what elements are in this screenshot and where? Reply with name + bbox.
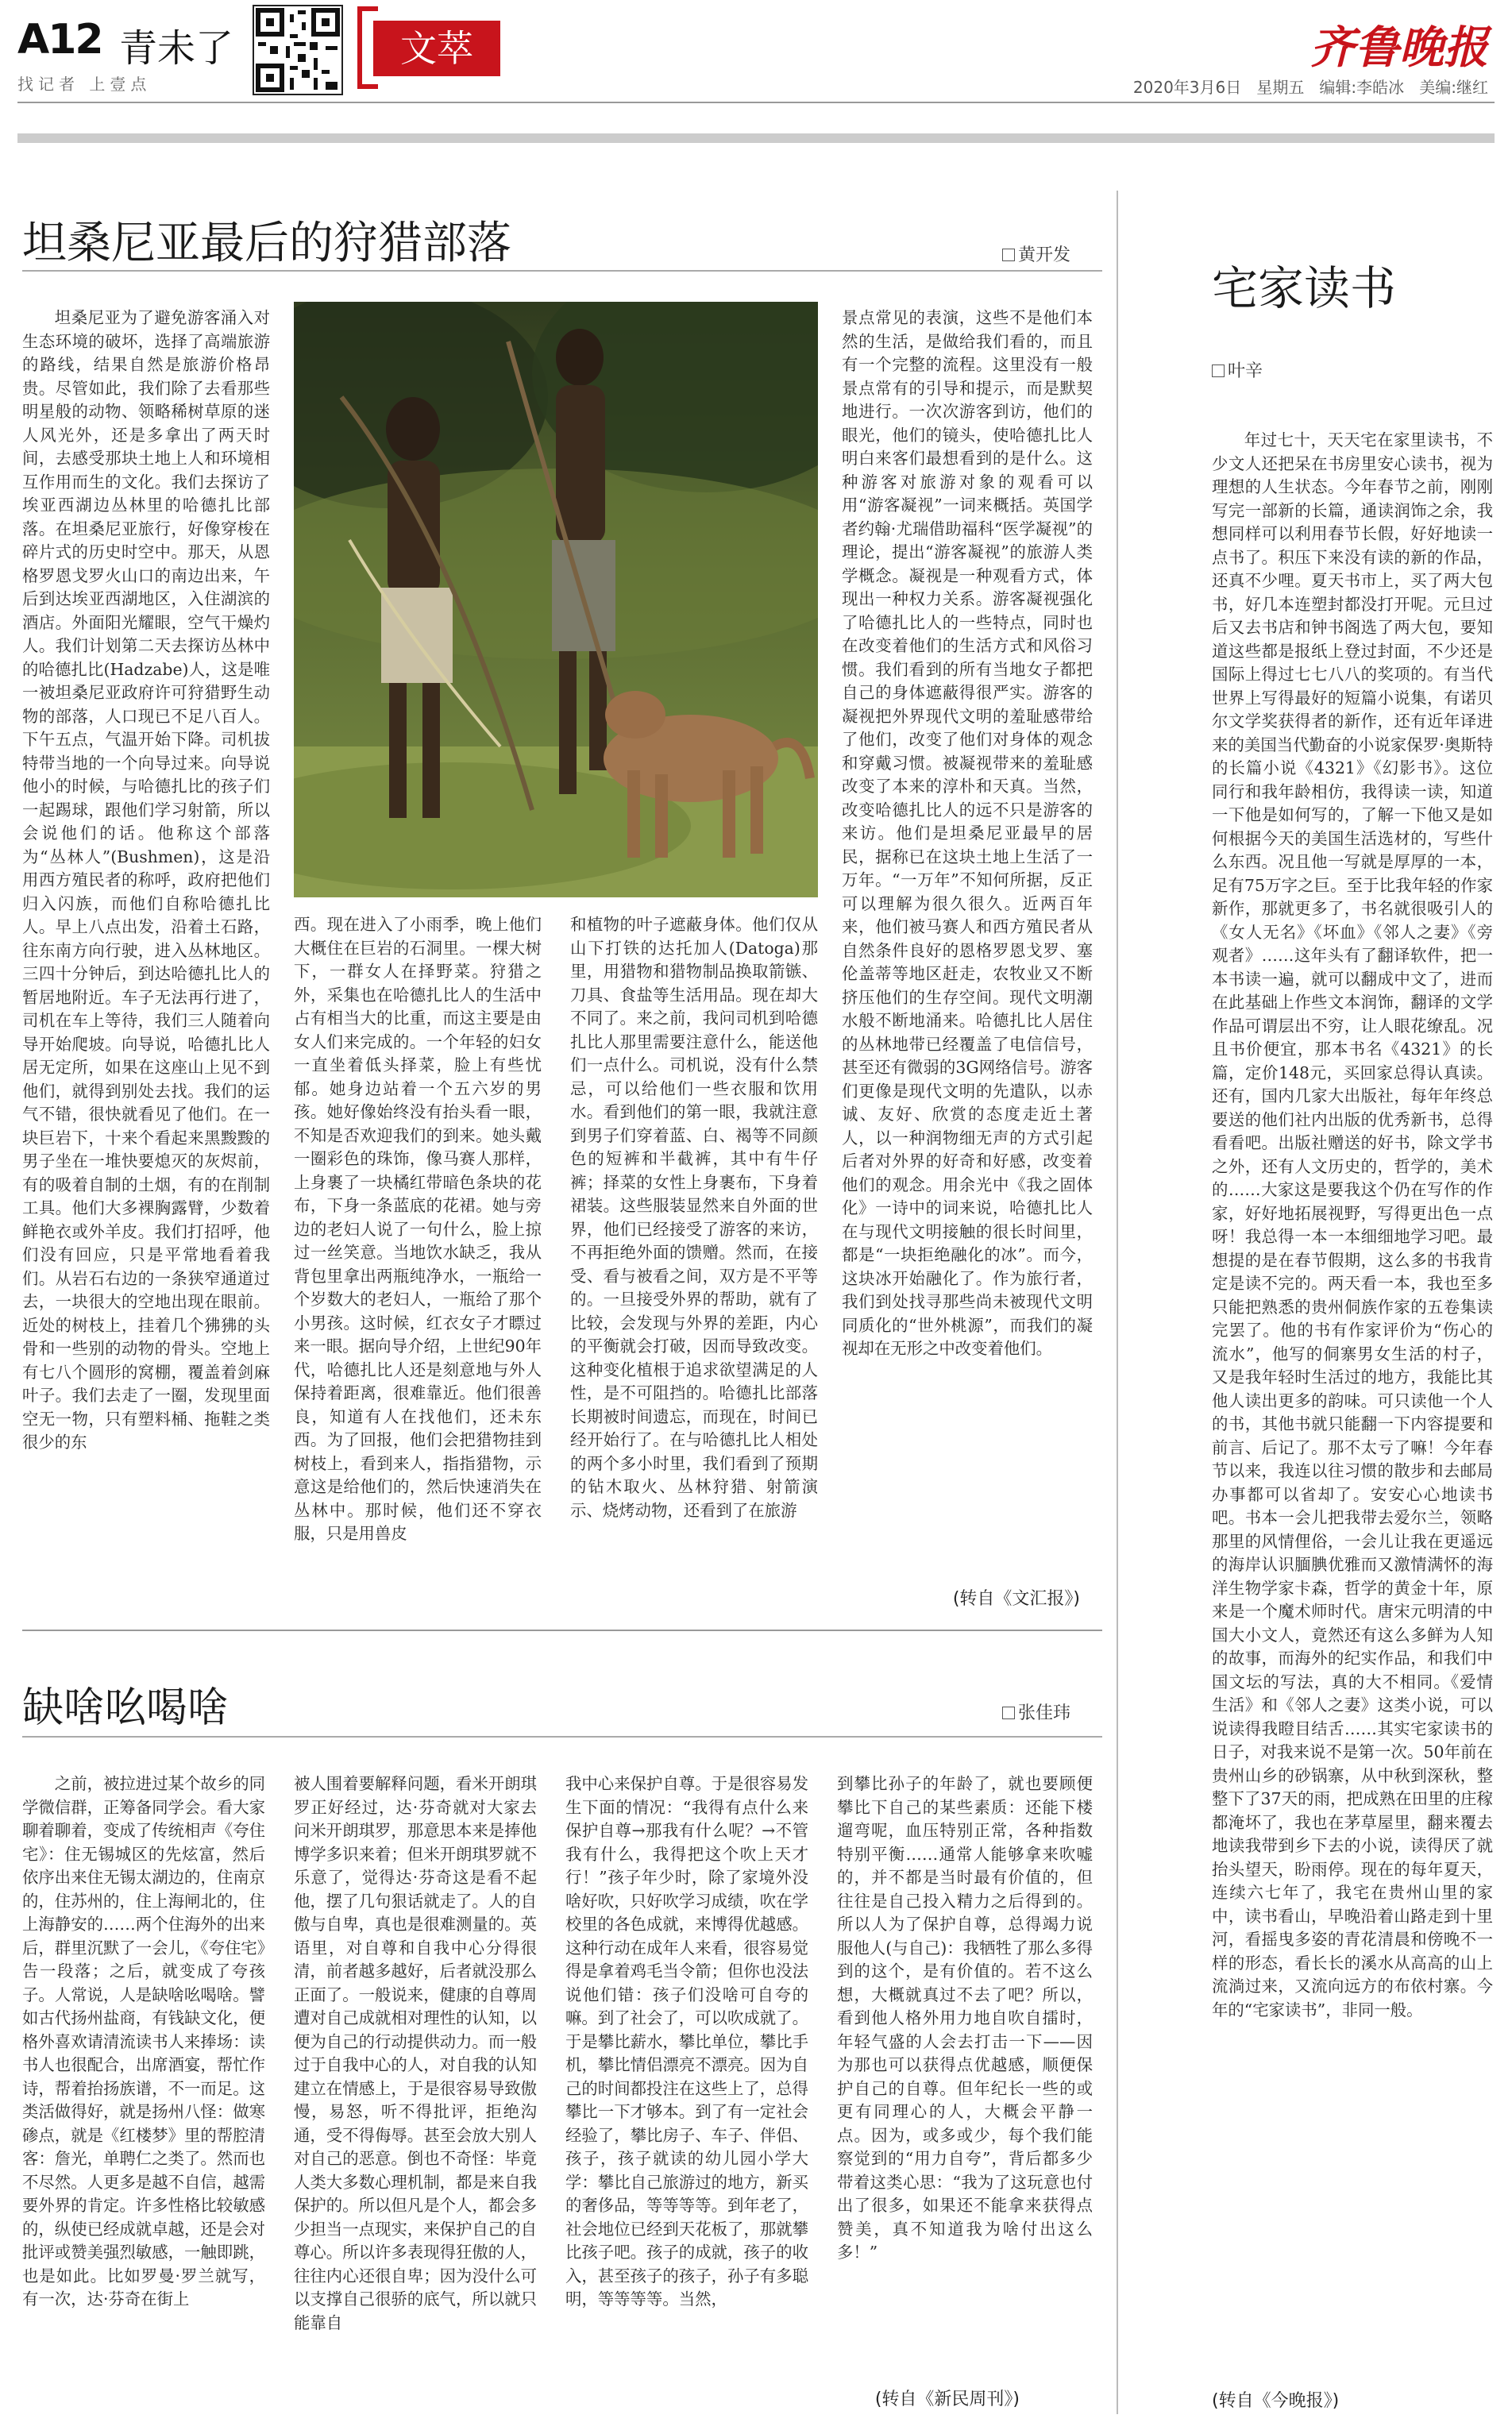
hunters-photo xyxy=(294,302,818,897)
article1-source: (转自《文汇报》) xyxy=(952,1589,1080,1609)
article1-column-1 xyxy=(22,307,270,1609)
editor: 编辑:李皓冰 xyxy=(1319,78,1405,97)
article2-text-1: 之前，被拉进过某个故乡的同学微信群，正筹备同学会。看大家聊着聊着，变成了传统相声《夸住宅》：住无锡城区的先炫富，然后依序出来住无锡太湖边的，住南京的，住苏州的，住上海闸北的，住上海静安的……两个住海外的出来后，群里沉默了一会儿，《夸住宅》告一段落；之后，就变成了夸孩子。人常说，人是缺啥吆喝啥。譬如古代扬州盐商，有钱缺文化，便格外喜欢请清流读书人来捧场：读书人也很配合，出席酒宴，帮忙作诗，帮着抬扬族谱，不一而足。这类活做得好，就是扬州八怪：做寒碜点，就是《红楼梦》里的帮腔清客：詹光，单聘仁之类了。然而也不尽然。人更多是越不自信，越需要外界的肯定。许多性格比较敏感的，纵使已经成就卓越，还是会对批评或赞美强烈敏感，一触即跳，也是如此。比如罗曼·罗兰就写，有一次，达·芬奇在街上 xyxy=(22,1774,265,2309)
article2-source: (转自《新民周刊》) xyxy=(874,2390,1020,2409)
section-name: 青未了 xyxy=(119,26,234,71)
article3-byline: 叶辛 xyxy=(1212,357,1263,382)
column-separator xyxy=(1117,191,1118,2414)
article3-source: (转自《今晚报》) xyxy=(1212,2391,1340,2411)
article3-column xyxy=(1212,429,1493,2366)
article1-title: 坦桑尼亚最后的狩猎部落 xyxy=(22,218,511,269)
article3-text: 年过七十，天天宅在家里读书，不少文人还把呆在书房里安心读书，视为理想的人生状态。今年春节之前，刚刚写完一部新的长篇，通读润饰之余，我想同样可以利用春节长假，好好地读一点书了。积压下来没有读的新的作品，还真不少哩。夏天书市上，买了两大包书，好几本连塑封都没打开呢。元旦过后又去书店和钟书阁选了两大包，要知道这些都是报纸上登过封面，不少还是国际上得过七七八八的奖项的。有当代世界上写得最好的短篇小说集，有诺贝尔文学奖获得者的新作，还有近年译进来的美国当代勤奋的小说家保罗·奥斯特的长篇小说《4321》《幻影书》。这位同行和我年龄相仿，我得读一读，知道一下他是如何写的，了解一下他又是如何根据今天的美国生活选材的，写些什么东西。况且他一写就是厚厚的一本，足有75万字之巨。至于比我年轻的作家新作，那就更多了，书名就很吸引人的《女人无名》《坏血》《邻人之妻》《旁观者》……这年头有了翻译软件，把一本书读一遍，就可以翻成中文了，进而在此基础上作些文本润饰，翻译的文学作品可谓层出不穷，让人眼花缭乱。况且书价便宜，那本书名《4321》的长篇，定价148元，买回家总得认真读。还有，国内几家大出版社，每年年终总要送的他们社内出版的优秀新书，总得看看吧。出版社赠送的好书，除文学书之外，还有人文历史的，哲学的，美术的……大家这是要我这个仍在写作的作家，好好地拓展视野，写得更出色一点呀！我总得一本一本细细地学习吧。最想提的是在春节假期，这么多的书我肯定是读不完的。两天看一本，我也至多只能把熟悉的贵州侗族作家的五卷集读完罢了。他的书有作家评价为“伤心的流水”，他写的侗寨男女生活的村子，又是我年轻时生活过的地方，我能比其他人读出更多的韵味。可只读他一个人的书，其他书就只能翻一下内容提要和前言、后记了。那不太亏了嘛！今年春节以来，我连以往习惯的散步和去邮局办事都可以省却了。安安心心地读书吧。书本一会儿把我带去爱尔兰，领略那里的风情俚俗，一会儿让我在更遥远的海岸认识腼腆优雅而又激情满怀的海洋生物学家卡森，哲学的黄金十年，原来是一个魔术师时代。唐宋元明清的中国大小文人，竟然还有这么多鲜为人知的故事，而海外的纪实作品，和我们中国文坛的写法，真的大不相同。《爱情生活》和《邻人之妻》这类小说，可以说读得我瞪目结舌……其实宅家读书的日子，对我来说不是第一次。50年前在贵州山乡的砂锅寨，从中秋到深秋，整整下了37天的雨，把成熟在田里的庄稼都淹坏了，我也在茅草屋里，翻来覆去地读我带到乡下去的小说，读得厌了就抬头望天，盼雨停。现在的每年夏天，连续六七年了，我宅在贵州山里的家中，读书看山，早晚沿着山路走到十里河，看摇曳多姿的青花清晨和傍晚不一样的形态，看长长的溪水从高高的山上流淌过来，又流向远方的布依村寨。今年的“宅家读书”，非同一般。 xyxy=(1212,430,1493,2019)
article2-text-4: 到攀比孙子的年龄了，就也要顾便攀比下自己的某些素质：还能下楼遛弯呢，血压特别正常，各种指数特别平衡……通常人能够拿来吹嘘的，并不都是当时最有价值的，但往往是自己投入精力之后得到的。所以人为了保护自尊，总得竭力说服他人(与自己)：我牺牲了那么多得到的这个，是有价值的。若不这么想，大概就真过不去了吧？所以，看到他人格外用力地自吹自擂时，年轻气盛的人会去打击一下——因为那也可以获得点优越感，顺便保护自己的自尊。但年纪长一些的或更有同理心的人，大概会平静一点。因为，或多或少，每个我们能察觉到的“用力自夸”，背后都多少带着这类心思：“我为了这玩意也付出了很多，如果还不能拿来获得点赞美，真不知道我为啥付出这么多！” xyxy=(837,1774,1093,2262)
article1-byline: 黄开发 xyxy=(1002,241,1070,266)
page-number: A12 xyxy=(17,16,102,64)
article2-column-1 xyxy=(22,1772,265,2408)
article1-column-3 xyxy=(570,913,818,1612)
section-divider xyxy=(22,1630,1102,1631)
newspaper-logo: 齐鲁晚报 xyxy=(1310,21,1488,74)
article2-column-4 xyxy=(837,1772,1093,2384)
article2-column-2 xyxy=(294,1772,537,2408)
date: 2020年3月6日 xyxy=(1132,78,1242,97)
article1-text-4: 景点常见的表演，这些不是他们本然的生活，是做给我们看的，而且有一个完整的流程。这里没有一般景点常有的引导和提示，而是默契地进行。一次次游客到访，他们的眼光，他们的镜头，使哈德扎比人明白来客们最想看到的是什么。这种游客对旅游对象的观看可以用“游客凝视”一词来概括。英国学者约翰·尤瑞借助福科“医学凝视”的理论，提出“游客凝视”的旅游人类学概念。凝视是一种观看方式，体现出一种权力关系。游客凝视强化了哈德扎比人的一些特点，同时也在改变着他们的生活方式和风俗习惯。我们看到的所有当地女子都把自己的身体遮蔽得很严实。游客的凝视把外界现代文明的羞耻感带给了他们，改变了他们对身体的观念和穿戴习惯。被凝视带来的羞耻感改变了本来的淳朴和天真。当然，改变哈德扎比人的远不只是游客的来访。他们是坦桑尼亚最早的居民，据称已在这块土地上生活了一万年。“一万年”不知何所据，反正可以理解为很久很久。近两百年来，他们被马赛人和西方殖民者从自然条件良好的恩格罗恩戈罗、塞伦盖蒂等地区赶走，农牧业又不断挤压他们的生存空间。现代文明潮水般不断地涌来。哈德扎比人居住的丛林地带已经覆盖了电信信号，甚至还有微弱的3G网络信号。游客们更像是现代文明的先遣队，以赤诚、友好、欣赏的态度走近土著人，以一种润物细无声的方式引起后者对外界的好奇和好感，改变着他们的观念。用余光中《我之固体化》一诗中的词来说，哈德扎比人在与现代文明接触的很长时间里，都是“一块拒绝融化的冰”。而今，这块冰开始融化了。作为旅行者，我们到处找寻那些尚未被现代文明同质化的“世外桃源”，而我们的凝视却在无形之中改变着他们。 xyxy=(842,308,1093,1358)
column-tag: 文萃 xyxy=(373,21,500,76)
article1-column-2 xyxy=(294,913,542,1612)
weekday: 星期五 xyxy=(1256,78,1305,97)
reporter-contact: 找记者 上壹点 xyxy=(17,75,152,94)
dateline xyxy=(1133,75,1488,98)
qr-code-icon xyxy=(253,5,343,95)
article1-text-3: 和植物的叶子遮蔽身体。他们仅从山下打铁的达托加人(Datoga)那里，用猎物和猎物制品换取箭镞、刀具、食盐等生活用品。现在却大不同了。来之前，我问司机到哈德扎比人那里需要注意什么，能送他们一点什么。司机说，没有什么禁忌，可以给他们一些衣服和饮用水。看到他们的第一眼，我就注意到男子们穿着蓝、白、褐等不同颜色的短裤和半截裤，其中有牛仔裤；择菜的女性上身裹布，下身着裙装。这些服装显然来自外面的世界，他们已经接受了游客的来访，不再拒绝外面的馈赠。然而，在接受、看与被看之间，双方是不平等的。一旦接受外界的帮助，就有了比较，会发现与外界的差距，内心的平衡就会打破，因而导致改变。这种变化植根于追求欲望满足的人性，是不可阻挡的。哈德扎比部落长期被时间遗忘，而现在，时间已经开始行了。在与哈德扎比人相处的两个多小时里，我们看到了预期的钻木取火、丛林狩猎、射箭演示、烧烤动物，还看到了在旅游 xyxy=(570,915,818,1520)
article1-column-4 xyxy=(842,307,1093,1585)
article2-rule xyxy=(22,1736,1102,1738)
masthead-rule xyxy=(17,102,1495,103)
art-editor: 美编:继红 xyxy=(1419,78,1488,97)
article1-text-2: 西。现在进入了小雨季，晚上他们大概住在巨岩的石洞里。一棵大树下，一群女人在择野菜。狩猎之外，采集也在哈德扎比人的生活中占有相当大的比重，而这主要是由女人们来完成的。一个年轻的妇女一直坐着低头择菜，脸上有些忧郁。她身边站着一个五六岁的男孩。她好像始终没有抬头看一眼，不知是否欢迎我们的到来。她头戴一圈彩色的珠饰，像马赛人那样，上身裹了一块橘红带暗色条块的花布，下身一条蓝底的花裙。她与旁边的老妇人说了一句什么，脸上掠过一丝笑意。当地饮水缺乏，我从背包里拿出两瓶纯净水，一瓶给一个岁数大的老妇人，一瓶给了那个小男孩。这时候，红衣女子才瞟过来一眼。据向导介绍，上世纪90年代，哈德扎比人还是刻意地与外人保持着距离，很难靠近。他们很善良，知道有人在找他们，还未东西。为了回报，他们会把猎物挂到树枝上，看到来人，指指猎物，示意这是给他们的，然后快速消失在丛林中。那时候，他们还不穿衣服，只是用兽皮 xyxy=(294,915,542,1543)
article3-title: 宅家读书 xyxy=(1212,261,1397,315)
article2-byline: 张佳玮 xyxy=(1002,1699,1070,1724)
masthead-band xyxy=(17,133,1495,143)
article1-text-1: 坦桑尼亚为了避免游客涌入对生态环境的破坏，选择了高端旅游的路线，结果自然是旅游价格昂贵。尽管如此，我们除了去看那些明星般的动物、领略稀树草原的迷人风光外，还是多拿出了两天时间，去感受那块土地上人和环境相互作用而生的文化。我们去探访了埃亚西湖边丛林里的哈德扎比部落。在坦桑尼亚旅行，好像穿梭在碎片式的历史时空中。那天，从恩格罗恩戈罗火山口的南边出来，午后到达埃亚西湖地区，入住湖滨的酒店。外面阳光耀眼，空气干燥灼人。我们计划第二天去探访丛林中的哈德扎比(Hadzabe)人，这是唯一被坦桑尼亚政府许可狩猎野生动物的部落，人口现已不足八百人。下午五点，气温开始下降。司机拔特带当地的一个向导过来。向导说他小的时候，与哈德扎比的孩子们一起踢球，跟他们学习射箭，所以会说他们的话。他称这个部落为“丛林人”(Bushmen)，这是沿用西方殖民者的称呼，政府把他们归入闪族，而他们自称哈德扎比人。早上八点出发，沿着土石路，往东南方向行驶，进入丛林地区。三四十分钟后，到达哈德扎比人的暂居地附近。车子无法再行进了，司机在车上等待，我们三人随着向导开始爬坡。向导说，哈德扎比人居无定所，如果在这座山上见不到他们，就得到别处去找。我们的运气不错，很快就看见了他们。在一块巨岩下，十来个看起来黑黢黢的男子坐在一堆快要熄灭的灰烬前，有的吸着自制的土烟，有的在削制工具。他们大多裸胸露臂，少数着鲜艳衣或外羊皮。我们打招呼，他们没有回应，只是平常地看着我们。从岩石右边的一条狭窄通道过去，一块很大的空地出现在眼前。近处的树枝上，挂着几个狒狒的头骨和一些别的动物的骨头。空地上有七八个圆形的窝棚，覆盖着剑麻叶子。我们去走了一圈，发现里面空无一物，只有塑料桶、拖鞋之类很少的东 xyxy=(22,308,270,1452)
article1-rule xyxy=(22,270,1102,272)
article2-column-3 xyxy=(565,1772,808,2408)
article2-text-3: 我中心来保护自尊。于是很容易发生下面的情况：“我得有点什么来保护自尊→那我有什么呢？→不管我有什么，我得把这个吹上天才行！”孩子年少时，除了家境外没啥好吹，只好吹学习成绩，吹在学校里的各色成就，来博得优越感。这种行动在成年人来看，很容易觉得是拿着鸡毛当令箭；但你也没法说他们错：孩子们没啥可自夸的嘛。到了社会了，可以吹成就了。于是攀比薪水，攀比单位，攀比手机，攀比情侣漂亮不漂亮。因为自己的时间都投注在这些上了，总得攀比一下才够本。到了有一定社会经验了，攀比房子、车子、伴侣、孩子，孩子就读的幼儿园小学大学：攀比自己旅游过的地方，新买的奢侈品，等等等等。到年老了，社会地位已经到天花板了，那就攀比孩子吧。孩子的成就，孩子的收入，甚至孩子的孩子，孙子有多聪明，等等等等。当然， xyxy=(565,1774,808,2309)
article2-text-2: 被人围着要解释问题，看米开朗琪罗正好经过，达·芬奇就对大家去问米开朗琪罗，那意思本来是捧他博学多识来着；但米开朗琪罗就不乐意了，觉得达·芬奇这是看不起他，摆了几句狠话就走了。人的自傲与自卑，真也是很难测量的。英语里，对自尊和自我中心分得很清，前者越多越好，后者就没那么正面了。一般说来，健康的自尊周遭对自己成就相对理性的认知，以便为自己的行动提供动力。而一般过于自我中心的人，对自我的认知建立在情感上，于是很容易导致傲慢，易怒，听不得批评，拒绝沟通，受不得侮辱。甚至会放大别人对自己的恶意。倒也不奇怪：毕竟人类大多数心理机制，都是来自我保护的。所以但凡是个人，都会多少担当一点现实，来保护自己的自尊心。所以许多表现得狂傲的人，往往内心还很自卑；因为没什么可以支撑自己很骄的底气，所以就只能靠自 xyxy=(294,1774,537,2332)
article2-title: 缺啥吆喝啥 xyxy=(22,1684,230,1732)
